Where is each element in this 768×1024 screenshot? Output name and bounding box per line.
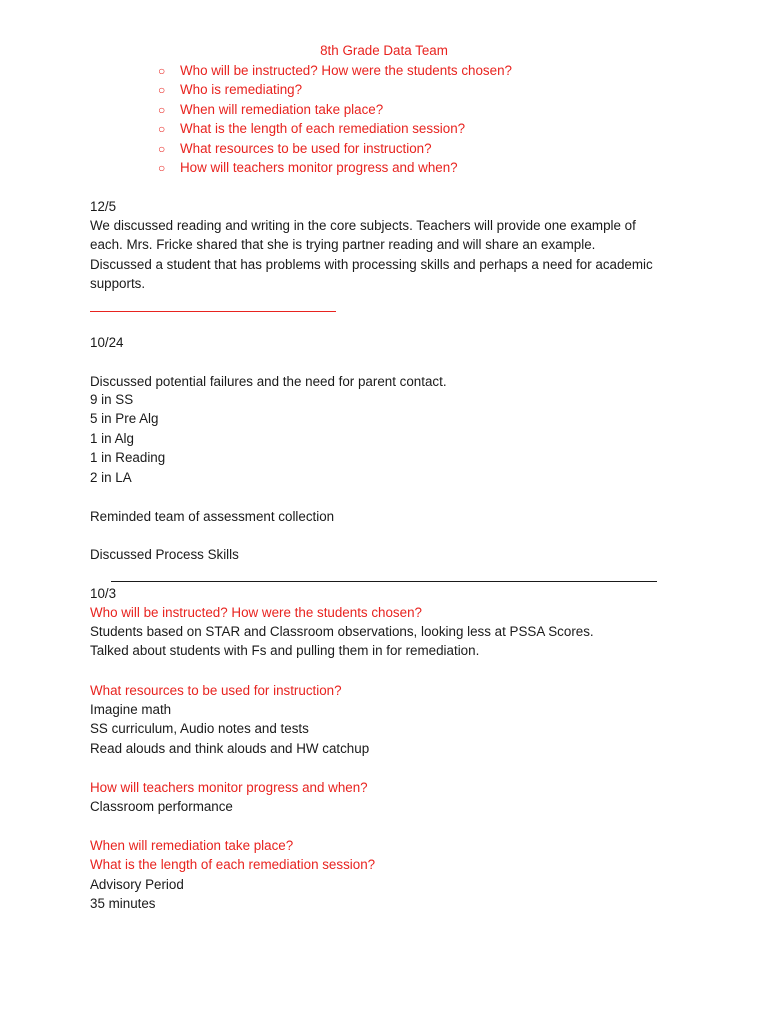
list-item: SS curriculum, Audio notes and tests — [90, 721, 309, 737]
black-divider — [111, 581, 657, 582]
list-item: Talked about students with Fs and pulling them in for remediation. — [90, 643, 480, 659]
list-item: Students based on STAR and Classroom observations, looking less at PSSA Scores. — [90, 624, 594, 639]
list-item: Imagine math — [90, 702, 172, 717]
note-line: We discussed reading and writing in the core subjects. Teachers will provide one example of — [90, 218, 636, 233]
assessment-reminder: Reminded team of assessment collection — [90, 509, 335, 524]
list-item: 2 in LA — [90, 469, 132, 485]
circle-bullet-icon: ○ — [158, 64, 166, 78]
list-item: 35 minutes — [90, 896, 156, 912]
list-item: Classroom performance — [90, 799, 233, 814]
failures-list — [90, 390, 165, 487]
meeting-date-12-5: 12/5 — [90, 199, 117, 214]
failures-intro: Discussed potential failures and the need for parent contact. — [90, 374, 447, 389]
note-line: Discussed a student that has problems with processing skills and perhaps a need for academic — [90, 256, 653, 272]
meeting-date-10-3: 10/3 — [90, 586, 117, 601]
circle-bullet-icon: ○ — [158, 141, 166, 156]
guiding-questions-list — [158, 61, 512, 177]
meeting-12-5-notes — [90, 216, 690, 294]
answer-resources — [90, 700, 369, 758]
list-item: ○ Who is remediating? — [158, 80, 512, 99]
process-skills-note: Discussed Process Skills — [90, 547, 239, 562]
list-item: 1 in Reading — [90, 450, 166, 466]
list-item: 9 in SS — [90, 392, 134, 407]
answer-when-length — [90, 875, 184, 914]
list-item: Advisory Period — [90, 877, 184, 892]
question-resources: What resources to be used for instruction? — [90, 683, 342, 698]
answer-monitor — [90, 797, 233, 816]
question-length: What is the length of each remediation session? — [90, 857, 376, 872]
list-item: ○ When will remediation take place? — [158, 100, 512, 119]
list-item: Read alouds and think alouds and HW catchup — [90, 740, 370, 756]
list-item: ○ What is the length of each remediation session? — [158, 119, 512, 138]
list-item: ○ What resources to be used for instruction? — [158, 139, 512, 158]
note-line: supports. — [90, 276, 146, 292]
circle-bullet-icon: ○ — [158, 160, 166, 175]
meeting-date-10-24: 10/24 — [90, 335, 124, 350]
list-item: ○ Who will be instructed? How were the students chosen? — [158, 61, 512, 80]
question-monitor: How will teachers monitor progress and when? — [90, 780, 368, 795]
list-item: 5 in Pre Alg — [90, 411, 159, 427]
red-divider — [90, 311, 336, 312]
circle-bullet-icon: ○ — [158, 102, 166, 117]
document-title: 8th Grade Data Team — [320, 43, 448, 58]
answer-instructed — [90, 622, 594, 661]
circle-bullet-icon: ○ — [158, 122, 166, 137]
question-when: When will remediation take place? — [90, 838, 294, 853]
list-item: ○ How will teachers monitor progress and when? — [158, 158, 512, 177]
note-line: each. Mrs. Fricke shared that she is trying partner reading and will share an example. — [90, 237, 596, 253]
circle-bullet-icon: ○ — [158, 83, 166, 98]
list-item: 1 in Alg — [90, 430, 134, 446]
question-instructed: Who will be instructed? How were the students chosen? — [90, 605, 422, 620]
